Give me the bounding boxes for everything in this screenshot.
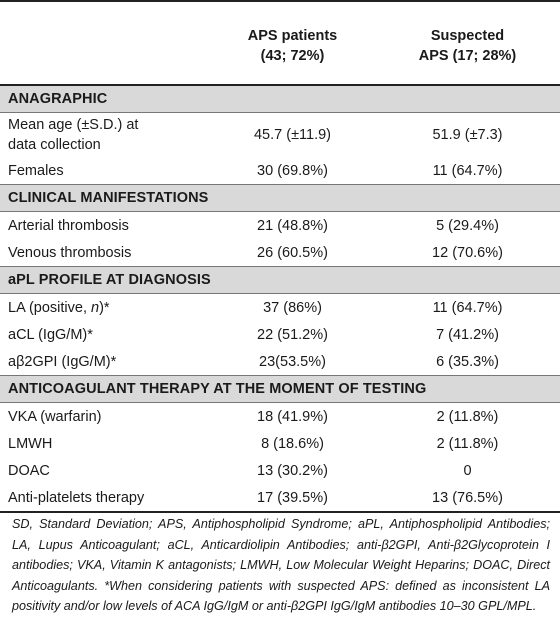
table-row	[0, 212, 560, 240]
cell-suspected: 51.9 (±7.3)	[432, 127, 503, 143]
row-label: aCL (IgG/M)*	[8, 326, 93, 343]
row-label	[0, 113, 210, 158]
section-anagraphic	[0, 85, 560, 113]
row-label: Females	[8, 162, 64, 179]
cell-aps: 17 (39.5%)	[210, 484, 375, 512]
cell-suspected: 12 (70.6%)	[432, 244, 503, 261]
header-suspected-line2: APS (17; 28%)	[418, 48, 517, 64]
cell-suspected: 5 (29.4%)	[436, 217, 499, 234]
cell-suspected: 11 (64.7%)	[432, 299, 503, 316]
row-label	[0, 294, 210, 322]
cell-aps: 30 (69.8%)	[257, 162, 328, 179]
row-label-line1: Mean age (±S.D.) at	[8, 117, 139, 133]
row-label-n: n	[91, 299, 100, 316]
header-aps-patients	[210, 1, 375, 85]
cell-suspected: 6 (35.3%)	[436, 353, 499, 370]
table-row	[0, 113, 560, 158]
cell-aps: 13 (30.2%)	[257, 462, 328, 479]
cell-suspected: 7 (41.2%)	[436, 326, 499, 343]
section-apl-profile	[0, 267, 560, 294]
header-suspected-aps	[375, 1, 560, 85]
table-row	[0, 430, 560, 457]
row-label-pre: LA (positive,	[8, 299, 92, 316]
cell-aps: 8 (18.6%)	[261, 435, 324, 452]
cell-aps: 18 (41.9%)	[257, 408, 328, 425]
row-label: LMWH	[8, 435, 53, 452]
table-header	[0, 1, 560, 85]
row-label: VKA (warfarin)	[8, 408, 102, 425]
row-label-post: )*	[99, 299, 110, 316]
header-empty	[0, 1, 210, 85]
table-row	[0, 157, 560, 185]
header-suspected-line1: Suspected	[430, 28, 505, 44]
cell-aps: 21 (48.8%)	[257, 217, 328, 234]
cell-aps: 22 (51.2%)	[257, 326, 328, 343]
header-aps-line2: (43; 72%)	[260, 48, 325, 64]
table-row	[0, 484, 560, 512]
section-title: aPL PROFILE AT DIAGNOSIS	[0, 267, 560, 294]
section-title: ANTICOAGULANT THERAPY AT THE MOMENT OF TESTING	[0, 376, 560, 403]
cell-aps: 37 (86%)	[263, 299, 322, 316]
table-row	[0, 321, 560, 348]
table-row	[0, 239, 560, 267]
row-label: Arterial thrombosis	[8, 217, 129, 234]
table-row	[0, 348, 560, 376]
cell-aps: 23(53.5%)	[259, 353, 326, 370]
cell-suspected: 2 (11.8%)	[436, 435, 499, 452]
section-anticoagulant-therapy	[0, 376, 560, 403]
table-row	[0, 403, 560, 431]
cell-aps: 26 (60.5%)	[257, 244, 328, 261]
row-label: Venous thrombosis	[8, 244, 132, 261]
table-footnote: SD, Standard Deviation; APS, Antiphospholipid Syndrome; aPL, Antiphospholipid Antibodies; LA, Lupus Anticoagulant; aCL, Anticardiolipin Antibodies; anti-β2GPI, Anti-β2Glycoprotein I antibodies; VKA, Vitamin K antagonists; LMWH, Low Molecular Weight Heparins; DOAC, Direct Anticoagulants. *When considering patients with suspected APS: defined as inconsistent LA positivity and/or low levels of ACA IgG/IgM or anti-β2GPI IgG/IgM antibodies 10–30 GPL/MPL.	[12, 517, 550, 613]
row-label-line2: data collection	[8, 137, 101, 153]
header-aps-line1: APS patients	[247, 28, 338, 44]
row-label: DOAC	[8, 462, 50, 479]
cell-suspected: 11 (64.7%)	[432, 162, 503, 179]
cell-suspected: 2 (11.8%)	[436, 408, 499, 425]
cell-suspected: 13 (76.5%)	[375, 484, 560, 512]
row-label: Anti-platelets therapy	[0, 484, 210, 512]
section-title: CLINICAL MANIFESTATIONS	[0, 185, 560, 212]
cell-aps: 45.7 (±11.9)	[253, 127, 331, 143]
section-title: ANAGRAPHIC	[0, 85, 560, 113]
row-label: aβ2GPI (IgG/M)*	[8, 353, 117, 370]
cell-suspected: 0	[463, 462, 472, 479]
table-row	[0, 294, 560, 322]
section-clinical-manifestations	[0, 185, 560, 212]
table-row	[0, 457, 560, 484]
